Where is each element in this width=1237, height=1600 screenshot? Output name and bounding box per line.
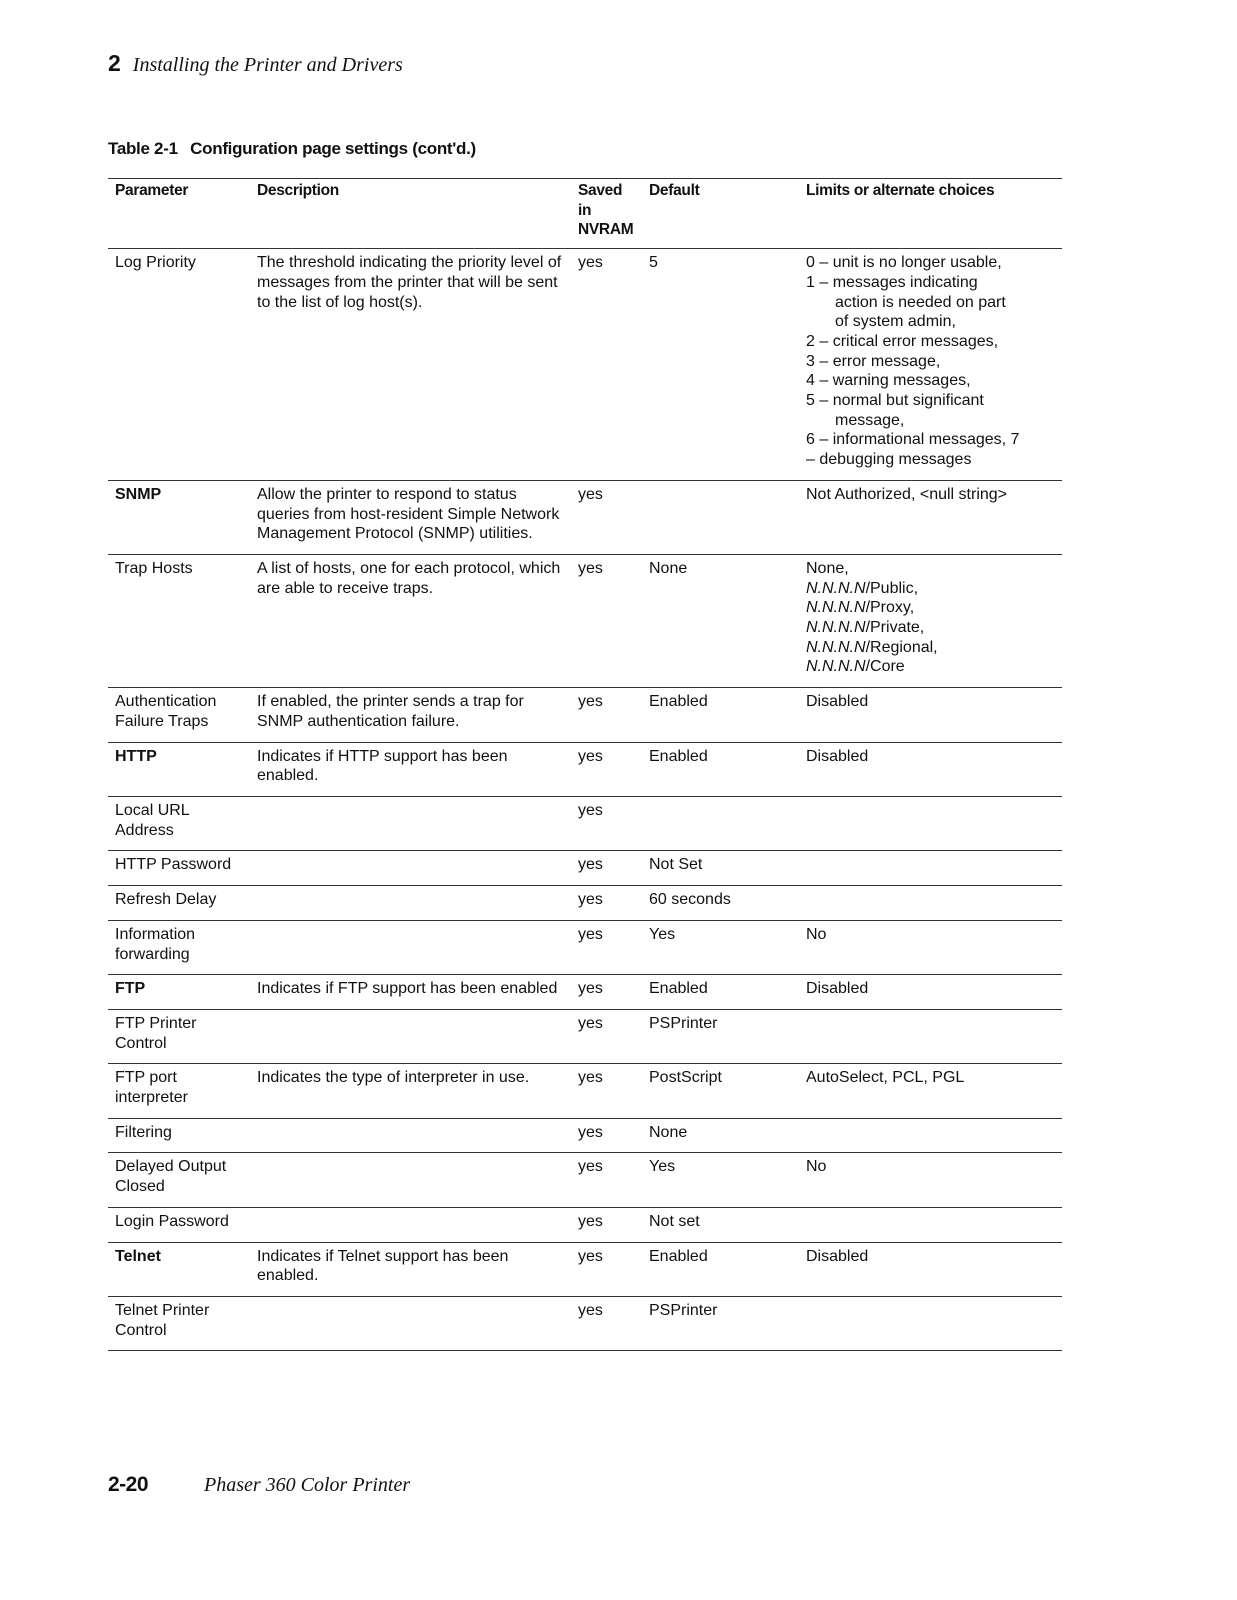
limits-cell	[799, 249, 1062, 481]
limits-line	[806, 638, 1056, 658]
table-row	[108, 1242, 1062, 1296]
address-placeholder: N.N.N.N	[806, 638, 866, 656]
parameter-cell: Trap Hosts	[108, 554, 250, 687]
default-cell: Enabled	[642, 975, 799, 1010]
default-cell: 5	[642, 249, 799, 481]
description-cell	[250, 1153, 571, 1207]
saved-cell: yes	[571, 688, 642, 742]
table-row-trap-hosts	[108, 554, 1062, 687]
table-row	[108, 1009, 1062, 1063]
table-row	[108, 796, 1062, 850]
parameter-cell: HTTP Password	[108, 851, 250, 886]
default-cell: Yes	[642, 920, 799, 974]
table-row	[108, 1118, 1062, 1153]
saved-cell: yes	[571, 249, 642, 481]
column-header-description: Description	[250, 179, 571, 249]
limits-cell	[799, 1118, 1062, 1153]
table-row	[108, 1207, 1062, 1242]
table-row	[108, 1064, 1062, 1118]
description-cell	[250, 1118, 571, 1153]
table-row	[108, 920, 1062, 974]
table-row	[108, 886, 1062, 921]
description-cell	[250, 1009, 571, 1063]
saved-cell: yes	[571, 742, 642, 796]
saved-cell: yes	[571, 1153, 642, 1207]
limits-cell: Not Authorized, <null string>	[799, 480, 1062, 554]
limits-cell	[799, 1009, 1062, 1063]
limits-line	[806, 598, 1056, 618]
description-cell	[250, 1296, 571, 1350]
parameter-cell: Filtering	[108, 1118, 250, 1153]
limits-cell: AutoSelect, PCL, PGL	[799, 1064, 1062, 1118]
limits-cell	[799, 886, 1062, 921]
default-cell: None	[642, 1118, 799, 1153]
limits-line	[806, 657, 1056, 677]
column-header-default: Default	[642, 179, 799, 249]
table-caption-text: Configuration page settings (cont'd.)	[190, 139, 476, 158]
description-cell	[250, 1207, 571, 1242]
column-header-parameter: Parameter	[108, 179, 250, 249]
description-cell: Indicates if HTTP support has been enabled.	[250, 742, 571, 796]
table-row	[108, 975, 1062, 1010]
table-caption	[108, 139, 476, 159]
limits-cell	[799, 554, 1062, 687]
table-row	[108, 1153, 1062, 1207]
default-cell: PostScript	[642, 1064, 799, 1118]
parameter-cell: Information forwarding	[108, 920, 250, 974]
parameter-cell: HTTP	[108, 742, 250, 796]
limits-line: 3 – error message,	[806, 352, 941, 370]
parameter-cell: Local URL Address	[108, 796, 250, 850]
default-cell: Yes	[642, 1153, 799, 1207]
default-cell: PSPrinter	[642, 1009, 799, 1063]
description-cell: The threshold indicating the priority level of messages from the printer that will be sent to the list of log host(s).	[250, 249, 571, 481]
saved-cell: yes	[571, 1064, 642, 1118]
limits-line: 4 – warning messages,	[806, 372, 971, 390]
default-cell: Enabled	[642, 688, 799, 742]
saved-cell: yes	[571, 796, 642, 850]
limits-cell: Disabled	[799, 1242, 1062, 1296]
default-cell: None	[642, 554, 799, 687]
saved-cell: yes	[571, 1118, 642, 1153]
column-header-limits: Limits or alternate choices	[799, 179, 1062, 249]
limits-cell	[799, 796, 1062, 850]
running-header	[108, 50, 403, 80]
parameter-cell: FTP Printer Control	[108, 1009, 250, 1063]
parameter-cell: Authentication Failure Traps	[108, 688, 250, 742]
saved-cell: yes	[571, 554, 642, 687]
parameter-cell: Telnet Printer Control	[108, 1296, 250, 1350]
limits-line	[806, 618, 1056, 638]
saved-cell: yes	[571, 1009, 642, 1063]
address-placeholder: N.N.N.N	[806, 619, 866, 637]
saved-cell: yes	[571, 1242, 642, 1296]
description-cell	[250, 886, 571, 921]
description-cell	[250, 851, 571, 886]
table-row-snmp	[108, 480, 1062, 554]
address-placeholder: N.N.N.N	[806, 579, 866, 597]
chapter-number: 2	[108, 50, 121, 76]
parameter-cell: FTP port interpreter	[108, 1064, 250, 1118]
community-suffix: /Proxy,	[865, 599, 915, 617]
parameter-cell: Telnet	[108, 1242, 250, 1296]
description-cell: Indicates if FTP support has been enabled	[250, 975, 571, 1010]
description-cell: Indicates if Telnet support has been enabled.	[250, 1242, 571, 1296]
limits-line: 1 – messages indicating	[806, 273, 978, 291]
table-row	[108, 742, 1062, 796]
saved-cell: yes	[571, 920, 642, 974]
default-cell: Enabled	[642, 742, 799, 796]
default-cell	[642, 796, 799, 850]
chapter-title: Installing the Printer and Drivers	[132, 54, 403, 76]
saved-cell: yes	[571, 886, 642, 921]
address-placeholder: N.N.N.N	[806, 599, 866, 617]
configuration-settings-table	[108, 178, 1062, 1351]
saved-cell: yes	[571, 975, 642, 1010]
limits-cell: No	[799, 920, 1062, 974]
limits-cell: Disabled	[799, 688, 1062, 742]
community-suffix: /Private,	[865, 619, 925, 637]
limits-line: 5 – normal but significant	[806, 392, 984, 410]
limits-line: message,	[835, 411, 905, 429]
limits-cell	[799, 851, 1062, 886]
limits-cell: Disabled	[799, 975, 1062, 1010]
default-cell: PSPrinter	[642, 1296, 799, 1350]
table-row	[108, 1296, 1062, 1350]
description-cell: Indicates the type of interpreter in use.	[250, 1064, 571, 1118]
parameter-cell: SNMP	[108, 480, 250, 554]
limits-cell	[799, 1296, 1062, 1350]
saved-cell: yes	[571, 851, 642, 886]
description-cell	[250, 920, 571, 974]
limits-line: action is needed on part	[835, 293, 1006, 311]
parameter-cell: Log Priority	[108, 249, 250, 481]
limits-line: 6 – informational messages, 7	[806, 431, 1020, 449]
table-caption-label: Table 2-1	[108, 139, 178, 158]
parameter-cell: Delayed Output Closed	[108, 1153, 250, 1207]
description-cell: If enabled, the printer sends a trap for SNMP authentication failure.	[250, 688, 571, 742]
limits-line: 2 – critical error messages,	[806, 332, 999, 350]
community-suffix: /Core	[865, 658, 905, 676]
description-cell: Allow the printer to respond to status queries from host-resident Simple Network Management Protocol (SNMP) utilities.	[250, 480, 571, 554]
parameter-cell: FTP	[108, 975, 250, 1010]
description-cell	[250, 796, 571, 850]
column-header-saved-in-nvram: Saved in NVRAM	[571, 179, 642, 249]
limits-cell: No	[799, 1153, 1062, 1207]
limits-cell: Disabled	[799, 742, 1062, 796]
limits-cell	[799, 1207, 1062, 1242]
table-row	[108, 688, 1062, 742]
table-row-log-priority	[108, 249, 1062, 481]
limits-line	[806, 579, 1056, 599]
address-placeholder: N.N.N.N	[806, 658, 866, 676]
default-cell: Enabled	[642, 1242, 799, 1296]
limits-line: None,	[806, 559, 849, 577]
default-cell	[642, 480, 799, 554]
community-suffix: /Regional,	[865, 638, 938, 656]
page-number: 2-20	[108, 1473, 149, 1496]
description-cell: A list of hosts, one for each protocol, which are able to receive traps.	[250, 554, 571, 687]
limits-line: 0 – unit is no longer usable,	[806, 254, 1002, 272]
book-title: Phaser 360 Color Printer	[204, 1474, 411, 1496]
saved-cell: yes	[571, 1296, 642, 1350]
parameter-cell: Refresh Delay	[108, 886, 250, 921]
limits-line: of system admin,	[835, 313, 956, 331]
saved-cell: yes	[571, 480, 642, 554]
community-suffix: /Public,	[865, 579, 919, 597]
default-cell: Not Set	[642, 851, 799, 886]
table-row	[108, 851, 1062, 886]
saved-cell: yes	[571, 1207, 642, 1242]
running-footer	[108, 1473, 410, 1497]
limits-line: – debugging messages	[806, 451, 972, 469]
default-cell: Not set	[642, 1207, 799, 1242]
default-cell: 60 seconds	[642, 886, 799, 921]
table-header-row	[108, 179, 1062, 249]
parameter-cell: Login Password	[108, 1207, 250, 1242]
